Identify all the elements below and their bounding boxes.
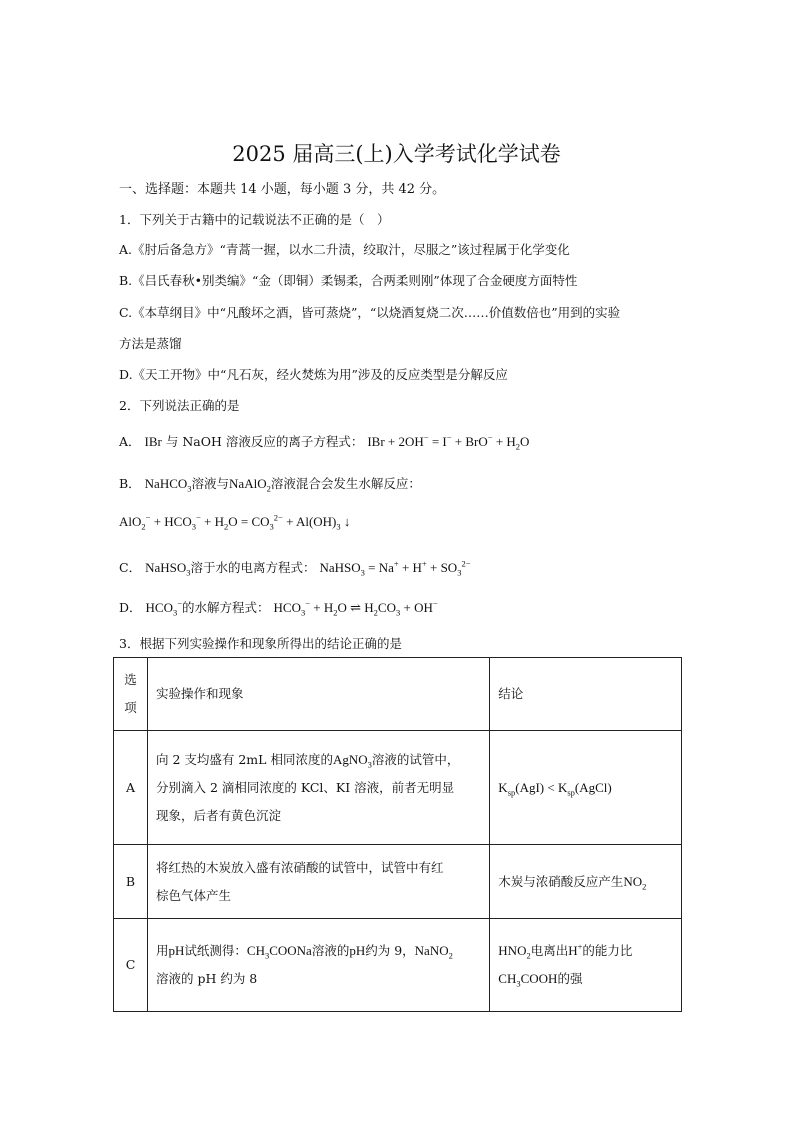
header-conclusion: 结论 bbox=[490, 658, 682, 731]
row-operation: 将红热的木炭放入盛有浓硝酸的试管中，试管中有红 棕色气体产生 bbox=[147, 845, 489, 919]
header-operation: 实验操作和现象 bbox=[147, 658, 489, 731]
row-option: B bbox=[114, 845, 148, 919]
page-title: 2025 届高三(上)入学考试化学试卷 bbox=[232, 142, 561, 166]
q2-option-a: A． IBr 与 NaOH 溶液反应的离子方程式： IBr + $2OH^- = I^- + BrO^- + H_2O$ bbox=[119, 432, 530, 452]
q1-option-c-line2: 方法是蒸馏 bbox=[119, 336, 182, 351]
q2-option-b-equation: $AlO_2^- + HCO_3^- + H_2O = CO_3^{2-} + Al(OH)_3$ ↓ bbox=[119, 512, 351, 532]
table-row bbox=[114, 919, 682, 1012]
q2-option-d: D． $HCO_3^-$的水解方程式： $HCO_3^- + H_2O$ ⇌ $H_2CO_3 + OH^-$ bbox=[119, 598, 438, 618]
q1-stem: 1．下列关于古籍中的记载说法不正确的是（ ） bbox=[119, 212, 390, 227]
row-option: C bbox=[114, 919, 148, 1012]
row-conclusion: $K_{sp}(AgI)$ < $K_{sp}(AgCl)$ bbox=[490, 731, 682, 845]
q1-option-b: B.《吕氏春秋•别类编》“金（即铜）柔锡柔，合两柔则刚”体现了合金硬度方面特性 bbox=[119, 273, 578, 288]
row-operation: 向 2 支均盛有 2mL 相同浓度的AgNO$_3$溶液的试管中， 分别滴入 2 滴相同浓度的 KCl、KI 溶液，前者无明显 现象，后者有黄色沉淀 bbox=[147, 731, 489, 845]
row-option: A bbox=[114, 731, 148, 845]
q2-stem: 2．下列说法正确的是 bbox=[119, 398, 240, 413]
q2-option-b-line1: B． NaHCO$_3$溶液与NaAlO$_2$溶液混合会发生水解反应： bbox=[119, 476, 421, 494]
row-conclusion: 木炭与浓硝酸反应产生$NO_2$ bbox=[490, 845, 682, 919]
table-row bbox=[114, 845, 682, 919]
q1-option-c-line1: C.《本草纲目》中“凡酸坏之酒，皆可蒸烧”，“以烧酒复烧二次……价值数倍也”用到的实验 bbox=[119, 305, 621, 320]
q1-option-a: A.《肘后备急方》“青蒿一握，以水二升渍，绞取汁，尽服之”该过程属于化学变化 bbox=[119, 242, 570, 257]
section-heading: 一、选择题：本题共 14 小题，每小题 3 分，共 42 分。 bbox=[119, 182, 446, 197]
q2-option-c: C． NaHSO$_3$溶于水的电离方程式： NaHSO$_3$ = $Na^+ + H^+ + SO_3^{2-}$ bbox=[119, 558, 471, 578]
table-row bbox=[114, 731, 682, 845]
row-operation: 用pH试纸测得：$CH_3COONa$溶液的pH约为 9，NaNO$_2$ 溶液的 pH 约为 8 bbox=[147, 919, 489, 1012]
q3-table bbox=[113, 657, 682, 1012]
q1-option-d: D.《天工开物》中“凡石灰，经火焚炼为用”涉及的反应类型是分解反应 bbox=[119, 367, 508, 382]
q3-stem: 3．根据下列实验操作和现象所得出的结论正确的是 bbox=[119, 636, 402, 651]
header-option: 选 项 bbox=[114, 658, 148, 731]
row-conclusion: $HNO_2$电离出H+的能力比 $CH_3COOH$的强 bbox=[490, 919, 682, 1012]
table-header-row bbox=[114, 658, 682, 731]
